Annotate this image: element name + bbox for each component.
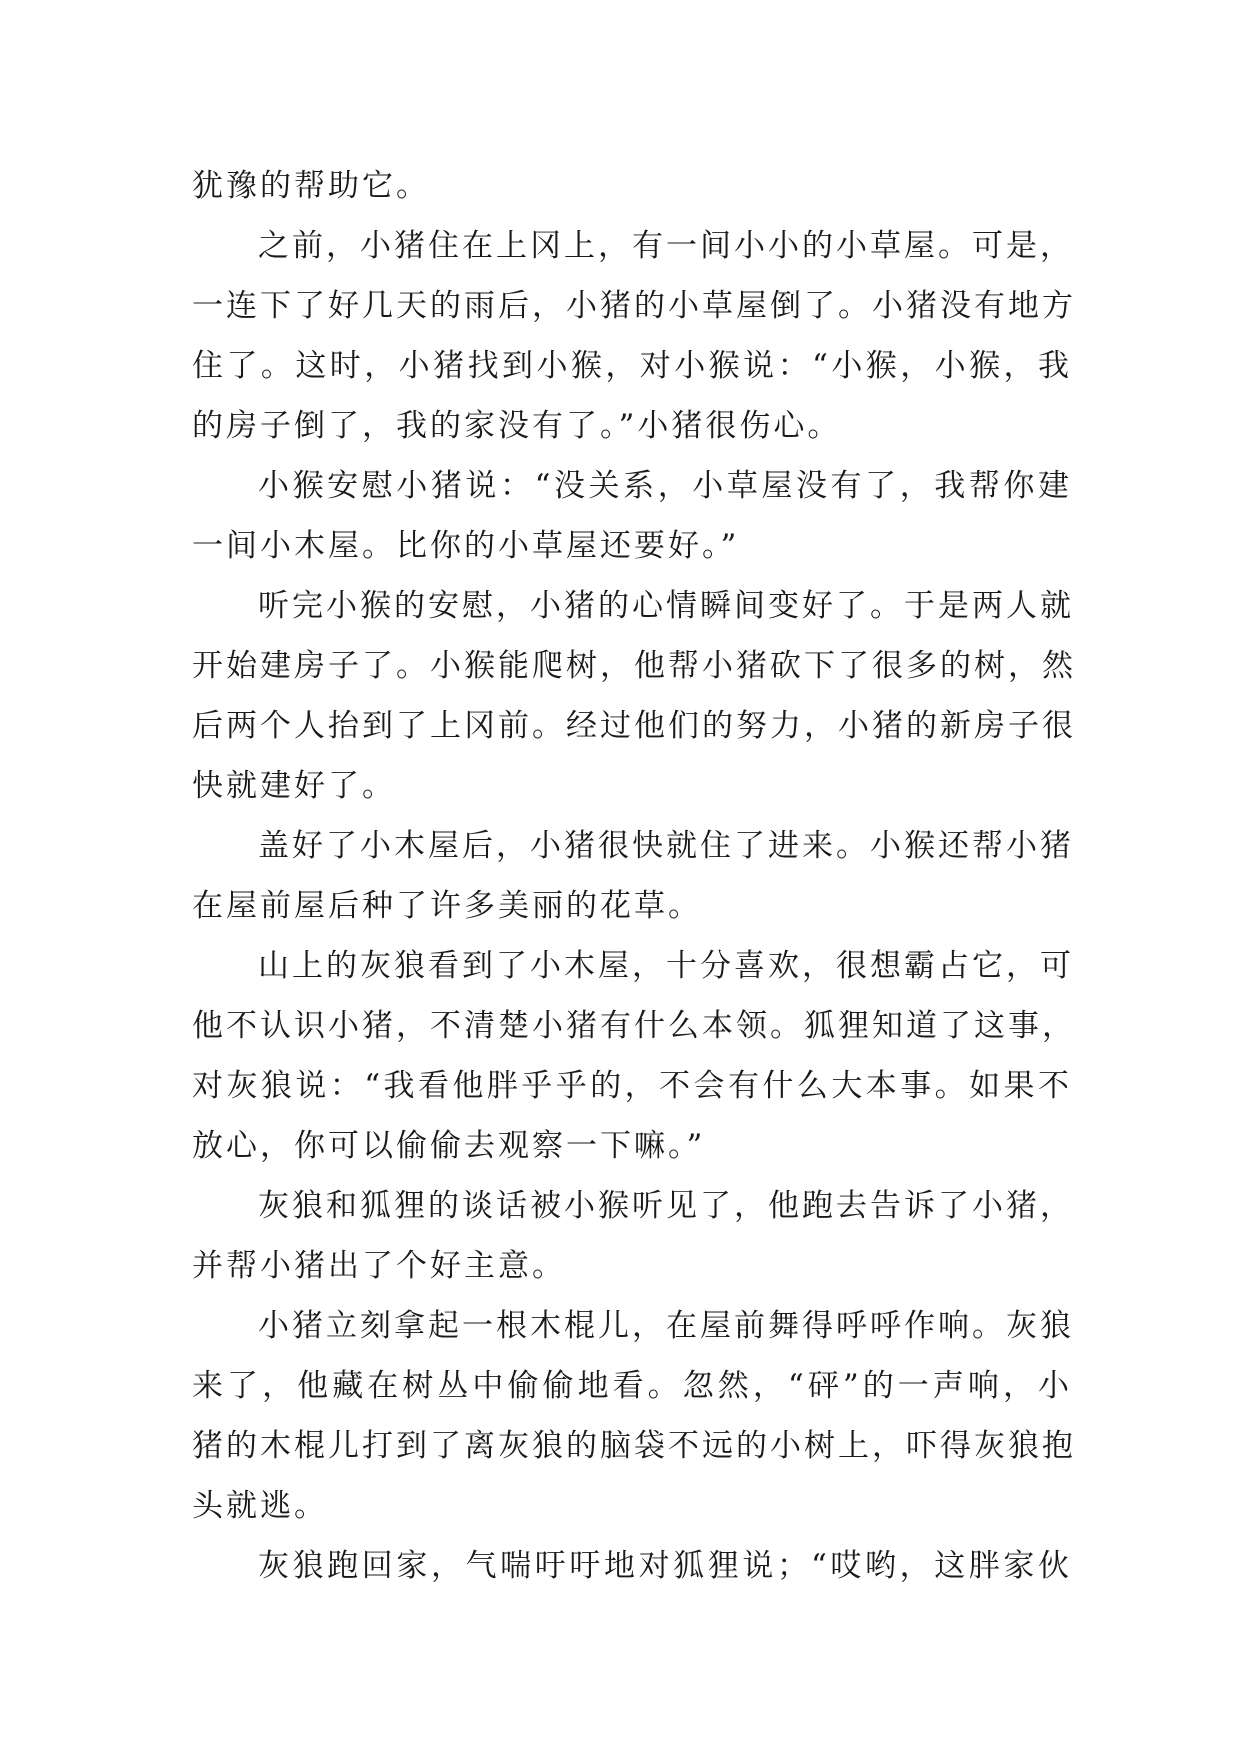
text-line: 头就逃。: [192, 1488, 328, 1524]
text-line: 一间小木屋。比你的小草屋还要好。”: [192, 528, 740, 564]
text-line: 快就建好了。: [192, 768, 396, 804]
text-line: 小猴安慰小猪说：“没关系，小草屋没有了，我帮你建: [258, 468, 1072, 504]
text-line: 在屋前屋后种了许多美丽的花草。: [192, 888, 702, 924]
text-line: 听完小猴的安慰，小猪的心情瞬间变好了。于是两人就: [258, 588, 1074, 624]
text-line: 来了，他藏在树丛中偷偷地看。忽然，“砰”的一声响，小: [192, 1368, 1072, 1404]
text-line: 的房子倒了，我的家没有了。”小猪很伤心。: [192, 408, 842, 444]
text-line: 猪的木棍儿打到了离灰狼的脑袋不远的小树上，吓得灰狼抱: [192, 1428, 1076, 1464]
text-line: 后两个人抬到了上冈前。经过他们的努力，小猪的新房子很: [192, 708, 1076, 744]
text-line: 之前，小猪住在上冈上，有一间小小的小草屋。可是，: [258, 228, 1074, 264]
text-line: 开始建房子了。小猴能爬树，他帮小猪砍下了很多的树，然: [192, 648, 1076, 684]
text-line: 对灰狼说：“我看他胖乎乎的，不会有什么大本事。如果不: [192, 1068, 1072, 1104]
text-line: 灰狼和狐狸的谈话被小猴听见了，他跑去告诉了小猪，: [258, 1188, 1074, 1224]
text-line: 一连下了好几天的雨后，小猪的小草屋倒了。小猪没有地方: [192, 288, 1076, 324]
text-line: 他不认识小猪，不清楚小猪有什么本领。狐狸知道了这事，: [192, 1008, 1076, 1044]
text-line: 小猪立刻拿起一根木棍儿，在屋前舞得呼呼作响。灰狼: [258, 1308, 1074, 1344]
text-line: 山上的灰狼看到了小木屋，十分喜欢，很想霸占它，可: [258, 948, 1074, 984]
story-text-body: [192, 156, 1076, 1596]
text-line: 放心，你可以偷偷去观察一下嘛。”: [192, 1128, 706, 1164]
text-line: 灰狼跑回家，气喘吁吁地对狐狸说；“哎哟，这胖家伙: [258, 1548, 1072, 1584]
text-line: 犹豫的帮助它。: [192, 168, 430, 204]
text-line: 盖好了小木屋后，小猪很快就住了进来。小猴还帮小猪: [258, 828, 1074, 864]
text-line: 并帮小猪出了个好主意。: [192, 1248, 566, 1284]
text-line: 住了。这时，小猪找到小猴，对小猴说：“小猴，小猴，我: [192, 348, 1072, 384]
